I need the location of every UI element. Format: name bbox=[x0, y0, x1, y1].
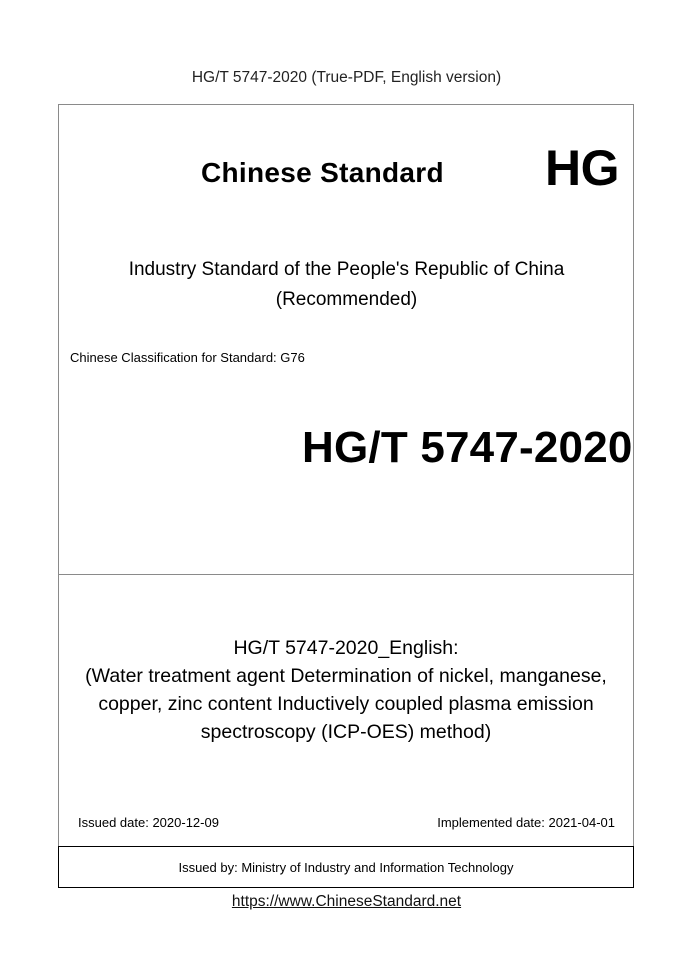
document-header: HG/T 5747-2020 (True-PDF, English version) bbox=[191, 69, 502, 86]
title-line: HG/T 5747-2020_English: bbox=[233, 637, 459, 659]
brand-title: Chinese Standard bbox=[201, 157, 444, 188]
document-title bbox=[58, 634, 634, 746]
issuer-box bbox=[58, 846, 634, 888]
industry-standard-line: Industry Standard of the People's Republic of China bbox=[128, 259, 565, 280]
website-link[interactable]: https://www.ChineseStandard.net bbox=[231, 893, 462, 910]
brand-code: HG bbox=[545, 140, 619, 196]
issued-date: Issued date: 2020-12-09 bbox=[78, 815, 219, 830]
title-line: spectroscopy (ICP-OES) method) bbox=[200, 721, 492, 743]
title-line: (Water treatment agent Determination of nickel, manganese, bbox=[85, 665, 607, 687]
issued-by-text: Issued by: Ministry of Industry and Information Technology bbox=[178, 859, 514, 875]
recommended-label: (Recommended) bbox=[275, 289, 418, 310]
standard-number: HG/T 5747-2020 bbox=[302, 423, 633, 472]
implemented-date: Implemented date: 2021-04-01 bbox=[437, 815, 615, 830]
classification-text: Chinese Classification for Standard: G76 bbox=[70, 350, 305, 365]
title-line: copper, zinc content Inductively coupled plasma emission bbox=[98, 693, 594, 715]
footer bbox=[0, 893, 693, 911]
